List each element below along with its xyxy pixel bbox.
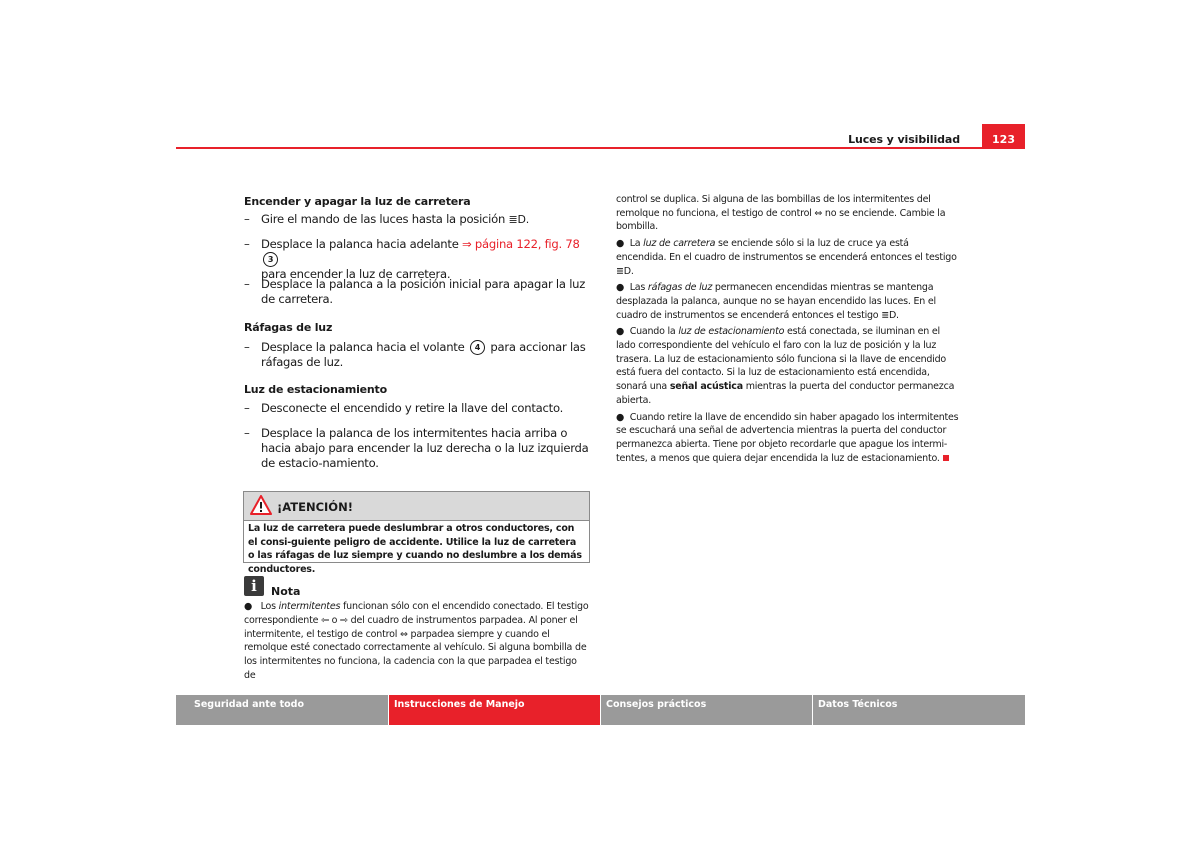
note-fragment: parpadea siempre y cuando el remolque esté conectado correctamente al vehículo. Si alguna bombilla de los intermitentes no funciona, la cadencia con la que parpadea el testigo de xyxy=(244,628,587,681)
list-item xyxy=(244,426,590,474)
text-fragment: Cuando retire la llave de encendido sin haber apagado los intermitentes se escuchará una señal de advertencia mientras la puerta del conductor permanezca abierta. Tiene por objeto recordarle que apague los intermi-tentes, a menos que quiera dejar encendida la luz de estacionamiento. xyxy=(616,411,959,464)
chapter-title: Luces y visibilidad xyxy=(848,133,960,146)
note-title: Nota xyxy=(271,585,301,598)
warning-text: La luz de carretera puede deslumbrar a otros conductores, con el consi-guiente peligro de accidente. Utilice la luz de carretera o las ráfagas de luz siempre y cuando no deslumbre a los demás conductores. xyxy=(248,523,582,575)
footer-tab-seguridad[interactable]: Seguridad ante todo xyxy=(176,695,388,725)
text-strong: señal acústica xyxy=(669,381,743,393)
text-fragment: La xyxy=(629,238,644,250)
bullet-paragraph xyxy=(616,325,961,407)
note-fragment: Los xyxy=(260,601,279,612)
trailer-indicator-icon: ⇔ xyxy=(399,628,408,640)
item-text: Desplace la palanca hacia adelante xyxy=(261,237,463,251)
bullet-paragraph xyxy=(616,281,961,322)
note-fragment: del cuadro de instrumentos parpadea. Al poner el intermitente, el testigo de control xyxy=(244,614,578,640)
footer-tab-instrucciones[interactable]: Instrucciones de Manejo xyxy=(389,695,600,725)
dash: – xyxy=(244,340,250,354)
callout-number: 4 xyxy=(470,340,485,355)
section-heading-high-beam: Encender y apagar la luz de carretera xyxy=(244,195,471,208)
note-fragment: funcionan sólo con el encendido conectado. El testigo correspondiente xyxy=(244,601,589,626)
section-heading-parking-light: Luz de estacionamiento xyxy=(244,383,387,396)
list-item xyxy=(244,237,590,281)
page-reference-link[interactable]: ⇒ página 122, fig. 78 xyxy=(462,237,580,251)
text-fragment: está conectada, se iluminan en el lado correspondiente del vehículo el faro con la luz de posición y la luz trasera. La luz de estacionamiento sólo funciona si la llave de encendido está fuera del contacto. Si la luz de estacionamiento está encendida, sonará una xyxy=(616,326,947,393)
turn-left-indicator-icon: ⇦ xyxy=(321,614,329,626)
high-beam-symbol-icon: ≣D. xyxy=(508,213,529,226)
footer-tab-datos[interactable]: Datos Técnicos xyxy=(813,695,1025,725)
list-item xyxy=(244,212,590,228)
footer-tab-consejos[interactable]: Consejos prácticos xyxy=(601,695,812,725)
list-item xyxy=(244,401,590,417)
bullet: ● xyxy=(616,326,625,338)
item-text: Desconecte el encendido y retire la llave del contacto. xyxy=(261,401,564,415)
text-fragment: mientras la puerta del conductor permanezca abierta. xyxy=(616,381,955,406)
item-text: para accionar las ráfagas de luz. xyxy=(261,340,586,369)
bullet-paragraph xyxy=(616,411,961,466)
page-number: 123 xyxy=(982,124,1025,149)
warning-box xyxy=(243,491,590,575)
dash: – xyxy=(244,426,250,440)
text-fragment: control se duplica. Si alguna de las bombillas de los intermitentes del remolque no funciona, el testigo de control xyxy=(616,194,931,219)
bullet: ● xyxy=(244,601,253,612)
text-fragment: no se enciende. Cambie la bombilla. xyxy=(616,207,946,233)
list-item xyxy=(244,277,590,309)
bullet-paragraph xyxy=(616,237,961,278)
item-text: Desplace la palanca hacia el volante xyxy=(261,340,468,354)
text-fragment: permanecen encendidas mientras se mantenga desplazada la palanca, aunque no se hayan encendido las luces. En el cuadro de instrumentos se encenderá entonces el testigo xyxy=(616,282,936,321)
dash: – xyxy=(244,212,250,226)
high-beam-symbol-icon: ≣D. xyxy=(881,309,899,321)
text-emphasis: ráfagas de luz xyxy=(647,282,713,294)
item-text: Desplace la palanca a la posición inicial para apagar la luz de carretera. xyxy=(261,277,586,306)
high-beam-symbol-icon: ≣D. xyxy=(616,265,634,277)
paragraph xyxy=(616,193,961,234)
header-rule xyxy=(176,147,982,149)
note-emphasis: intermitentes xyxy=(278,601,341,612)
bullet: ● xyxy=(616,282,625,294)
item-text: Desplace la palanca de los intermitentes hacia arriba o hacia abajo para encender la luz derecha o la luz izquierda de estacio-namiento. xyxy=(261,426,589,470)
text-fragment: se enciende sólo si la luz de cruce ya está encendida. En el cuadro de instrumentos se encenderá entonces el testigo xyxy=(616,238,957,263)
text-emphasis: luz de carretera xyxy=(643,238,716,250)
end-of-section-marker xyxy=(943,455,949,461)
turn-right-indicator-icon: ⇨ xyxy=(340,614,348,626)
section-heading-flash: Ráfagas de luz xyxy=(244,321,333,334)
dash: – xyxy=(244,401,250,415)
warning-header xyxy=(244,492,589,521)
text-fragment: Cuando la xyxy=(629,326,679,338)
text-fragment: Las xyxy=(629,282,648,294)
right-column xyxy=(616,193,961,468)
text-emphasis: luz de estacionamiento xyxy=(678,326,785,338)
list-item xyxy=(244,340,590,372)
callout-number: 3 xyxy=(263,252,278,267)
dash: – xyxy=(244,237,250,251)
bullet: ● xyxy=(616,411,625,423)
item-text: para encender la luz de carretera. xyxy=(261,267,451,281)
note-fragment: o xyxy=(328,614,341,626)
bullet: ● xyxy=(616,238,625,250)
item-text: Gire el mando de las luces hasta la posición xyxy=(261,212,509,226)
trailer-indicator-icon: ⇔ xyxy=(814,207,823,219)
dash: – xyxy=(244,277,250,291)
warning-triangle-icon xyxy=(250,495,272,515)
warning-title: ¡ATENCIÓN! xyxy=(277,500,353,514)
note-text xyxy=(244,600,589,683)
info-icon: i xyxy=(244,576,264,596)
